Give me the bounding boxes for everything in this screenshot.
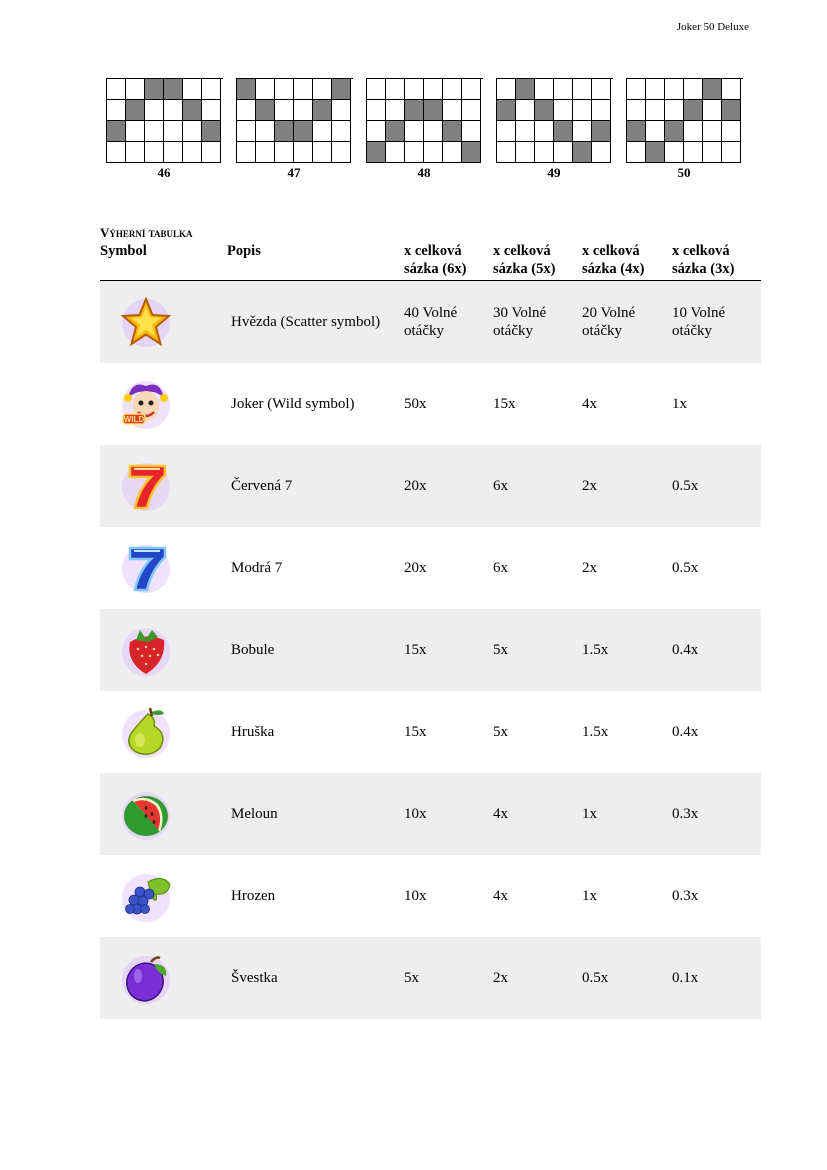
symbol-description: Joker (Wild symbol) [231,396,355,412]
paytable-row [100,445,761,527]
joker-wild-icon [118,376,174,432]
payline-cell [443,79,462,100]
payline-cell [516,100,535,121]
payline-cell-active [183,100,202,121]
payline-grid [496,78,613,163]
header-6x-line2: sázka (6x) [404,261,467,277]
payline-cell [256,79,275,100]
payline-cell [294,79,313,100]
payline-cell [367,100,386,121]
payline-cell-active [313,100,332,121]
svg-text:WILD: WILD [123,415,145,424]
header-4x-line2: sázka (4x) [582,261,645,277]
payline-cell [684,142,703,163]
payline-cell [202,142,221,163]
payout-4x: 1.5x [582,724,609,740]
payline-cell [627,100,646,121]
payline-cell-active [275,121,294,142]
payline-number: 49 [547,165,561,180]
header-symbol: Symbol [100,243,147,259]
payline-cell [554,79,573,100]
payline-cell [497,121,516,142]
payout-6x: 10x [404,888,427,904]
payout-6x: 5x [404,970,419,986]
payline-cell-active [164,79,183,100]
blue-seven-icon [118,540,174,596]
payline-cell [183,142,202,163]
payline-cell [405,142,424,163]
payline-cell [275,142,294,163]
payout-4x: 1.5x [582,642,609,658]
payline-number: 50 [677,165,691,180]
payline-cell-active [665,121,684,142]
payline-cell [627,79,646,100]
header-4x [582,242,644,278]
payline-cell [126,79,145,100]
payout-3x: 0.3x [672,806,699,822]
payline-cell-active [535,100,554,121]
payline-cell [237,121,256,142]
paytable-row [100,281,761,363]
payout-6x: 15x [404,642,427,658]
grapes-icon [118,868,174,924]
payline-47 [236,78,353,181]
payout-3x: 0.4x [672,642,699,658]
payout-5x: 4x [493,806,508,822]
payline-cell [256,121,275,142]
header-6x [404,242,466,278]
payout-5x: 5x [493,642,508,658]
header-3x [672,242,734,278]
payline-cell-active [497,100,516,121]
payline-cell [535,121,554,142]
payline-cell [145,142,164,163]
payline-cell [646,100,665,121]
payline-grid [626,78,743,163]
payout-4x: 4x [582,396,597,412]
payline-cell [107,79,126,100]
payline-cell-active [554,121,573,142]
symbol-description: Modrá 7 [231,560,283,576]
payline-cell [573,121,592,142]
payline-cell-active [646,142,665,163]
payline-cell [722,121,741,142]
watermelon-icon [118,786,174,842]
header-3x-line1: x celková [672,243,730,259]
payout-6x: 15x [404,724,427,740]
payline-cell-active [703,79,722,100]
payline-cell [313,142,332,163]
payline-cell [424,121,443,142]
payout-5x: 5x [493,724,508,740]
payline-cell [646,121,665,142]
payline-cell [107,100,126,121]
payout-5x: 6x [493,478,508,494]
payline-cell [424,79,443,100]
payline-cell-active [405,100,424,121]
payout-5x: 4x [493,888,508,904]
payline-50 [626,78,743,181]
payline-cell-active [443,121,462,142]
payout-4x: 0.5x [582,970,609,986]
payline-cell [627,142,646,163]
payout-5x: 6x [493,560,508,576]
payline-cell [592,142,611,163]
payout-6x: 10x [404,806,427,822]
payline-cell-active [107,121,126,142]
payline-cell [722,142,741,163]
payline-48 [366,78,483,181]
payline-cell [256,142,275,163]
payline-46 [106,78,223,181]
payline-cell [145,100,164,121]
payout-4x: 1x [582,888,597,904]
payline-cell [107,142,126,163]
payline-cell [554,142,573,163]
header-5x-line2: sázka (5x) [493,261,556,277]
payout-4x: 20 Volné otáčky [582,305,636,339]
payline-cell [237,142,256,163]
red-seven-icon [118,458,174,514]
paylines-section [106,78,746,188]
payline-cell [183,121,202,142]
payline-cell-active [592,121,611,142]
payline-cell [665,100,684,121]
payline-cell [126,142,145,163]
payout-5x: 15x [493,396,516,412]
payline-cell [183,79,202,100]
paytable-row [100,773,761,855]
header-4x-line1: x celková [582,243,640,259]
payline-cell-active [684,100,703,121]
payline-cell-active [367,142,386,163]
payline-cell [722,79,741,100]
payline-cell [332,100,351,121]
payout-4x: 1x [582,806,597,822]
paytable-row [100,855,761,937]
paytable-header [100,242,761,281]
payline-cell [386,79,405,100]
payline-cell-active [627,121,646,142]
payline-cell [497,142,516,163]
payline-cell [703,100,722,121]
symbol-description: Červená 7 [231,478,293,494]
document-header-title: Joker 50 Deluxe [676,21,749,33]
payline-cell [554,100,573,121]
payline-cell-active [516,79,535,100]
symbol-description: Meloun [231,806,278,822]
payline-cell-active [256,100,275,121]
payline-number: 47 [287,165,301,180]
payline-cell [573,79,592,100]
payline-cell [332,121,351,142]
plum-icon [118,950,174,1006]
header-5x-line1: x celková [493,243,551,259]
symbol-description: Hrozen [231,888,276,904]
payline-cell [313,121,332,142]
payline-cell [367,79,386,100]
payline-cell [443,142,462,163]
payline-cell [535,79,554,100]
payline-cell [164,121,183,142]
payline-cell [275,79,294,100]
pear-icon [118,704,174,760]
payout-3x: 1x [672,396,687,412]
payline-cell [462,79,481,100]
header-5x [493,242,555,278]
symbol-description: Hruška [231,724,275,740]
payline-cell [665,79,684,100]
paytable-row [100,691,761,773]
payline-cell [202,100,221,121]
payline-cell [462,100,481,121]
payline-cell [703,121,722,142]
payout-3x: 0.5x [672,560,699,576]
payline-grid [236,78,353,163]
payline-cell [294,100,313,121]
symbol-description: Bobule [231,642,275,658]
payline-cell [424,142,443,163]
payline-cell [573,100,592,121]
header-description: Popis [227,243,261,259]
payline-cell [703,142,722,163]
payline-cell [462,121,481,142]
payout-4x: 2x [582,560,597,576]
payline-cell [145,121,164,142]
payline-cell [405,79,424,100]
payout-6x: 20x [404,560,427,576]
payout-5x: 2x [493,970,508,986]
payline-cell [405,121,424,142]
payline-cell [367,121,386,142]
payout-3x: 0.1x [672,970,699,986]
paytable-title: Výherní tabulka [100,225,193,240]
payline-cell [592,100,611,121]
paytable-row [100,363,761,445]
strawberry-icon [118,622,174,678]
payline-cell [592,79,611,100]
payline-cell [646,79,665,100]
payline-cell [386,142,405,163]
payline-cell-active [573,142,592,163]
payline-cell [275,100,294,121]
paytable-row [100,527,761,609]
payline-cell-active [237,79,256,100]
payline-cell-active [145,79,164,100]
payline-cell-active [386,121,405,142]
payout-4x: 2x [582,478,597,494]
payline-49 [496,78,613,181]
payout-3x: 0.4x [672,724,699,740]
payline-cell [684,121,703,142]
payline-cell [516,121,535,142]
payline-cell [202,79,221,100]
paytable-row [100,937,761,1019]
payline-cell [313,79,332,100]
paytable-body [100,281,761,1019]
payline-cell-active [126,100,145,121]
payline-cell [332,142,351,163]
symbol-description: Švestka [231,970,278,986]
payline-cell [497,79,516,100]
payline-cell [386,100,405,121]
payline-cell [164,100,183,121]
header-6x-line1: x celková [404,243,462,259]
payline-cell-active [294,121,313,142]
payline-cell [164,142,183,163]
payline-number: 46 [157,165,171,180]
payline-cell-active [722,100,741,121]
payout-3x: 10 Volné otáčky [672,305,726,339]
payline-cell-active [202,121,221,142]
payout-3x: 0.5x [672,478,699,494]
header-3x-line2: sázka (3x) [672,261,735,277]
payline-grid [106,78,223,163]
paytable-row [100,609,761,691]
payline-cell [443,100,462,121]
payline-cell [237,100,256,121]
payline-cell [665,142,684,163]
payline-cell [126,121,145,142]
payout-6x: 40 Volné otáčky [404,305,458,339]
payline-cell-active [332,79,351,100]
star-icon [118,294,174,350]
payout-6x: 20x [404,478,427,494]
payline-cell-active [424,100,443,121]
symbol-description: Hvězda (Scatter symbol) [231,314,381,330]
payline-cell [535,142,554,163]
payline-cell [684,79,703,100]
payline-cell [294,142,313,163]
payline-cell-active [462,142,481,163]
payout-5x: 30 Volné otáčky [493,305,547,339]
payline-cell [516,142,535,163]
payout-3x: 0.3x [672,888,699,904]
payout-6x: 50x [404,396,427,412]
payline-grid [366,78,483,163]
payline-number: 48 [417,165,431,180]
